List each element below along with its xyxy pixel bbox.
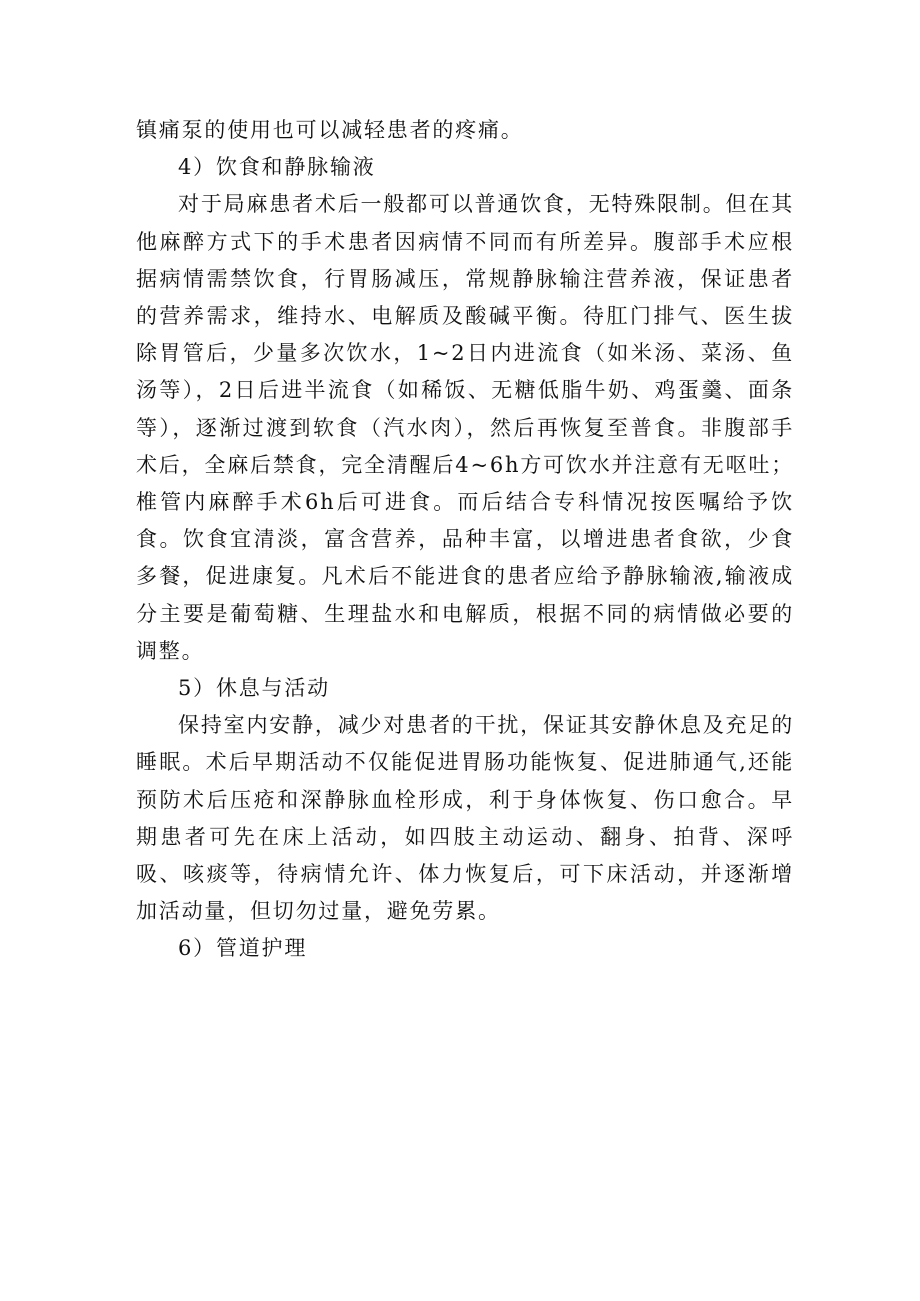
section-heading-tube-care: 6）管道护理 [178, 936, 308, 961]
paragraph-continuation: 镇痛泵的使用也可以减轻患者的疼痛。 [136, 118, 524, 142]
paragraph-rest-activity: 保持室内安静，减少对患者的干扰，保证其安静休息及充足的睡眠。术后早期活动不仅能促进胃肠功能恢复、促进肺通气,还能预防术后压疮和深静脉血栓形成，利于身体恢复、伤口愈合。早期患者可先在床上活动，如四肢主动运动、翻身、拍背、深呼吸、咳痰等，待病情允许、体力恢复后，可下床活动，并逐渐增加活动量，但切勿过量，避免劳累。 [136, 713, 794, 924]
section-heading-rest-activity: 5）休息与活动 [178, 676, 330, 701]
document-body [136, 112, 794, 968]
section-heading-diet-iv: 4）饮食和静脉输液 [178, 155, 376, 180]
paragraph-diet-iv: 对于局麻患者术后一般都可以普通饮食，无特殊限制。但在其他麻醉方式下的手术患者因病情不同而有所差异。腹部手术应根据病情需禁饮食，行胃肠减压，常规静脉输注营养液，保证患者的营养需求，维持水、电解质及酸碱平衡。待肛门排气、医生拔除胃管后，少量多次饮水，1~2日内进流食（如米汤、菜汤、鱼汤等），2日后进半流食（如稀饭、无糖低脂牛奶、鸡蛋羹、面条等），逐渐过渡到软食（汽水肉），然后再恢复至普食。非腹部手术后，全麻后禁食，完全清醒后4~6h方可饮水并注意有无呕吐；椎管内麻醉手术6h后可进食。而后结合专科情况按医嘱给予饮食。饮食宜清淡，富含营养，品种丰富，以增进患者食欲，少食多餐，促进康复。凡术后不能进食的患者应给予静脉输液,输液成分主要是葡萄糖、生理盐水和电解质，根据不同的病情做必要的调整。 [136, 192, 794, 663]
